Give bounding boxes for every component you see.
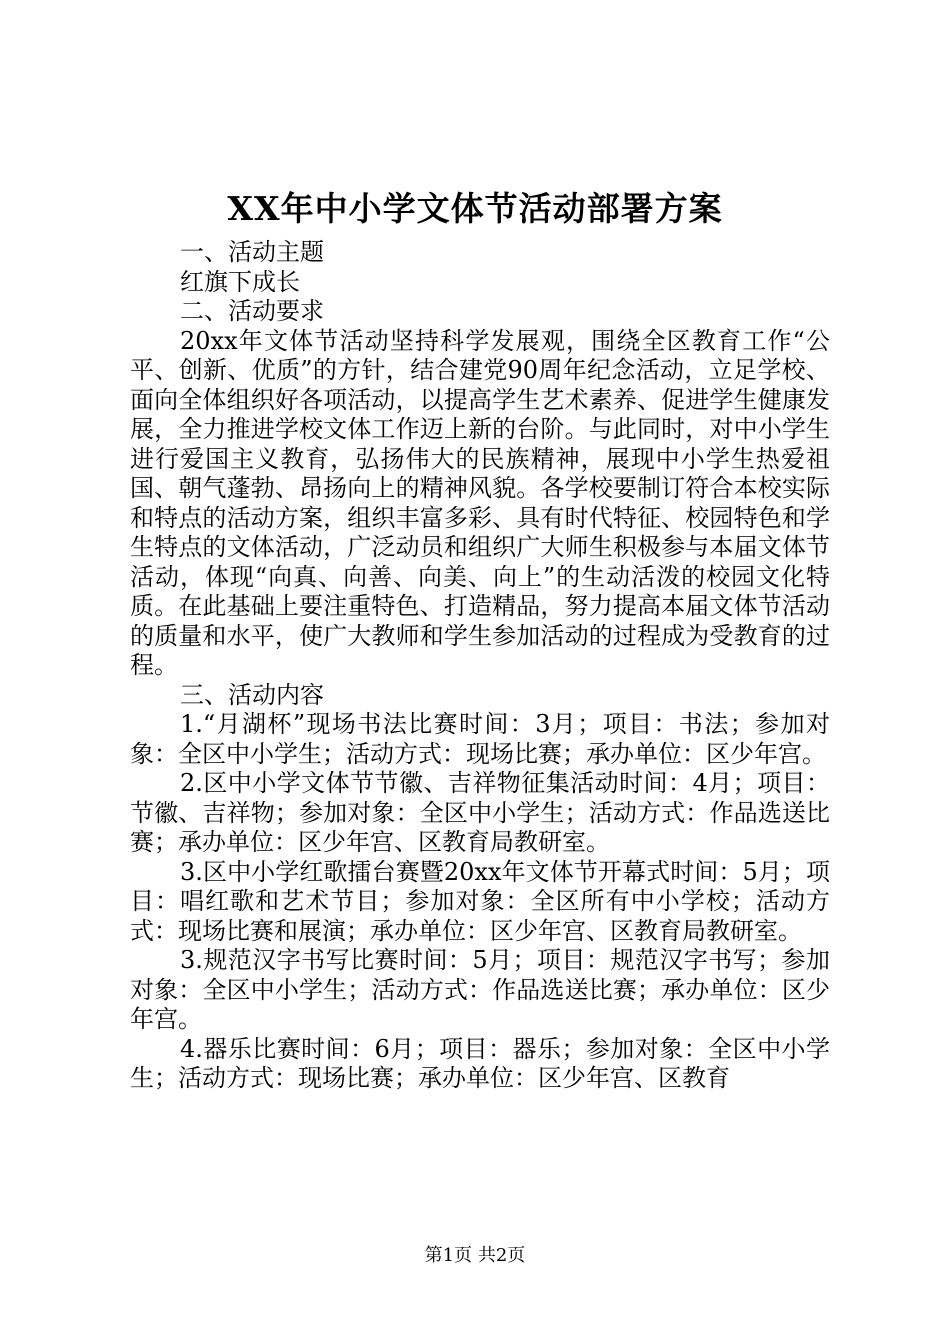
section-heading-theme: 一、活动主题 xyxy=(180,238,324,266)
section-heading-requirements: 二、活动要求 xyxy=(180,297,324,325)
document-title: XX年中小学文体节活动部署方案 xyxy=(227,189,723,228)
content-item-emblem-mascot: 2.区中小学文体节节徽、吉祥物征集活动时间：4月；项目：节徽、吉祥物；参加对象：全区中小学生；活动方式：作品选送比赛；承办单位：区少年宫、区教育局教研室。 xyxy=(130,769,830,856)
section-heading-content: 三、活动内容 xyxy=(180,680,324,709)
theme-text: 红旗下成长 xyxy=(180,267,300,296)
content-item-calligraphy: 1.“月湖杯”现场书法比赛时间：3月；项目：书法；参加对象：全区中小学生；活动方式：现场比赛；承办单位：区少年宫。 xyxy=(130,710,830,768)
content-item-red-songs: 3.区中小学红歌擂台赛暨20xx年文体节开幕式时间：5月；项目：唱红歌和艺术节目；参加对象：全区所有中小学校；活动方式：现场比赛和展演；承办单位：区少年宫、区教育局教研室。 xyxy=(130,857,830,945)
content-item-handwriting: 3.规范汉字书写比赛时间：5月；项目：规范汉字书写；参加对象：全区中小学生；活动方式：作品选送比赛；承办单位：区少年宫。 xyxy=(130,946,830,1033)
requirements-paragraph: 20xx年文体节活动坚持科学发展观，围绕全区教育工作“公平、创新、优质”的方针，结合建党90周年纪念活动，立足学校、面向全体组织好各项活动，以提高学生艺术素养、促进学生健康发展，全力推进学校文体工作迈上新的台阶。与此同时，对中小学生进行爱国主义教育，弘扬伟大的民族精神，展现中小学生热爱祖国、朝气蓬勃、昂扬向上的精神风貌。各学校要制订符合本校实际和特点的活动方案，组织丰富多彩、具有时代特征、校园特色和学生特点的文体活动，广泛动员和组织广大师生积极参与本届文体节活动，体现“向真、向善、向美、向上”的生动活泼的校园文化特质。在此基础上要注重特色、打造精品，努力提高本届文体节活动的质量和水平，使广大教师和学生参加活动的过程成为受教育的过程。 xyxy=(130,326,830,679)
document-body xyxy=(130,238,830,1094)
content-item-instrument: 4.器乐比赛时间：6月；项目：器乐；参加对象：全区中小学生；活动方式：现场比赛；承办单位：区少年宫、区教育 xyxy=(130,1034,830,1092)
page-footer: 第1页 共2页 xyxy=(424,1245,526,1266)
